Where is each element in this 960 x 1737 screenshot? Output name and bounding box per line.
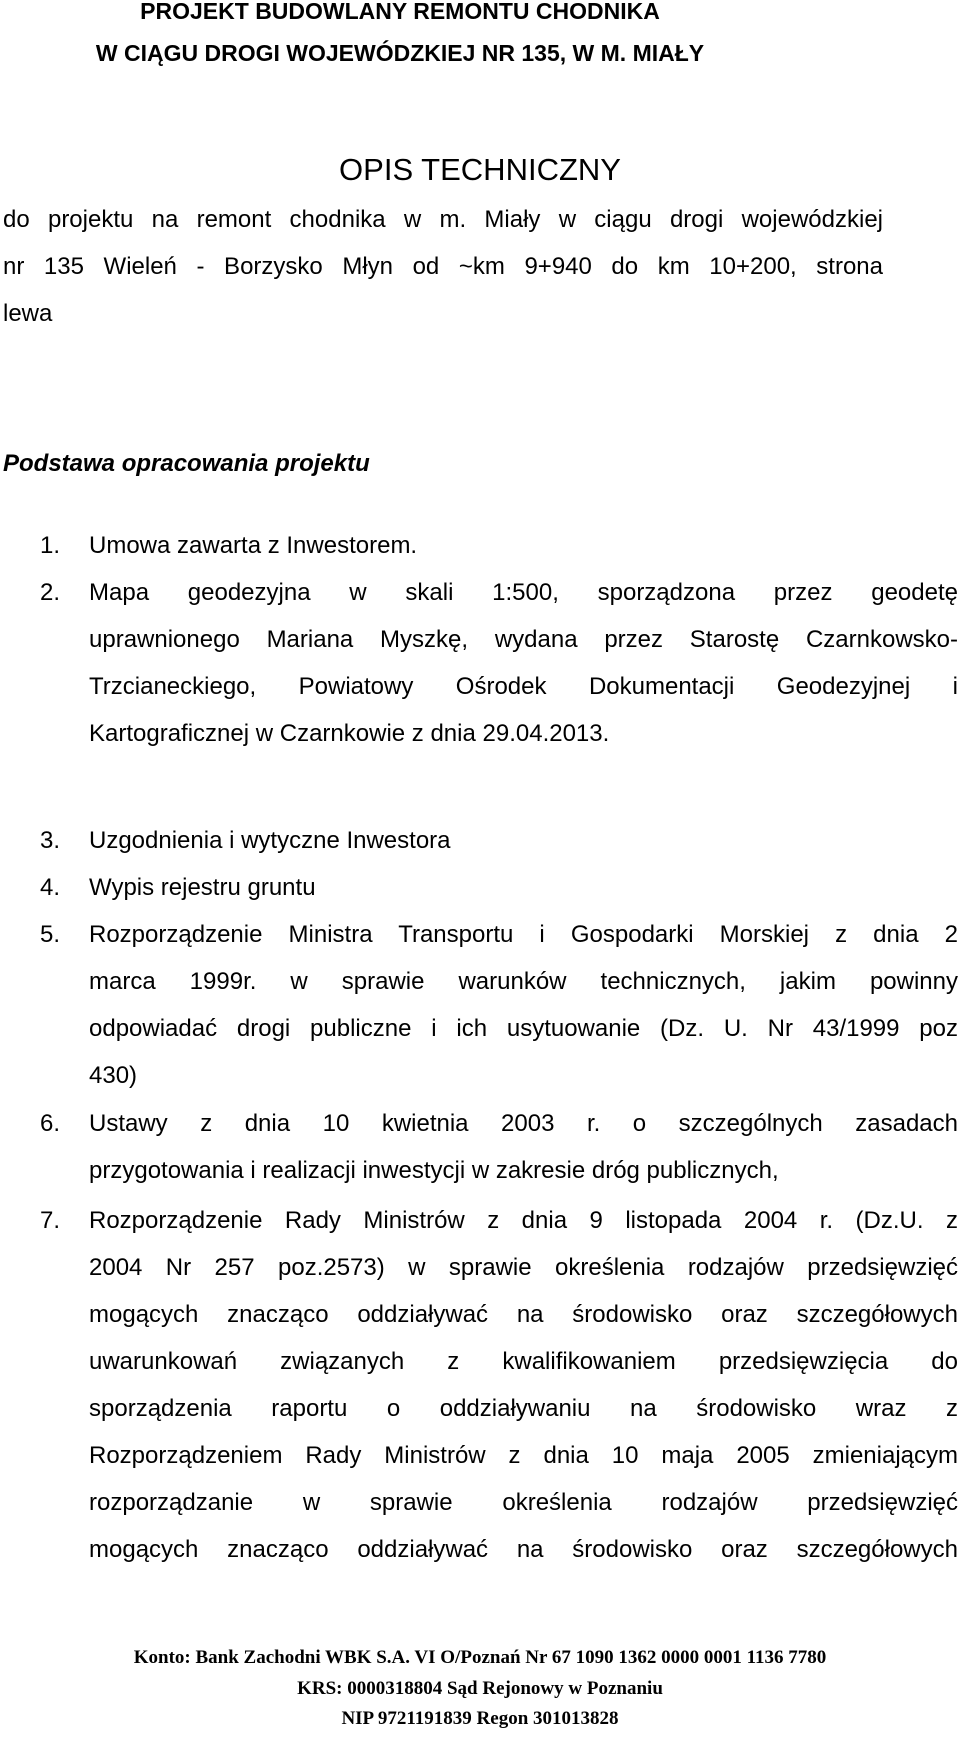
list-item-number: 5. (40, 921, 61, 948)
list-item-text (89, 522, 958, 569)
subtitle-line: lewa (3, 300, 53, 327)
list-item-number: 3. (40, 827, 61, 854)
list-item-text (89, 911, 958, 1099)
list-item-line: 430) (89, 1062, 138, 1089)
list-item-number: 4. (40, 874, 61, 901)
list-item-line: Rozporządzenie Ministra Transportu i Gospodarki Morskiej z dnia 2 (89, 921, 958, 948)
list-item-text (89, 864, 958, 911)
list-item-line: uprawnionego Mariana Myszkę, wydana przez Starostę Czarnkowsko- (89, 626, 958, 653)
footer-nip-regon: NIP 9721191839 Regon 301013828 (341, 1708, 619, 1729)
list-item-line: Umowa zawarta z Inwestorem. (89, 532, 418, 559)
list-item-number: 6. (40, 1110, 61, 1137)
list-item-line: uwarunkowań związanych z kwalifikowaniem przedsięwzięcia do (89, 1348, 958, 1375)
list-item-line: rozporządzanie w sprawie określenia rodzajów przedsięwzięć (89, 1489, 958, 1516)
section-heading: Podstawa opracowania projektu (3, 450, 370, 477)
list-item-line: Rozporządzenie Rady Ministrów z dnia 9 listopada 2004 r. (Dz.U. z (89, 1207, 958, 1234)
footer-bank-account: Konto: Bank Zachodni WBK S.A. VI O/Poznań Nr 67 1090 1362 0000 0001 1136 7780 (133, 1647, 827, 1668)
document-title: OPIS TECHNICZNY (339, 152, 621, 187)
project-header-line-2: W CIĄGU DROGI WOJEWÓDZKIEJ NR 135, W M. MIAŁY (95, 40, 705, 66)
list-item-number: 7. (40, 1207, 61, 1234)
list-item-line: Mapa geodezyjna w skali 1:500, sporządzona przez geodetę (89, 579, 958, 606)
list-item-line: marca 1999r. w sprawie warunków technicznych, jakim powinny (89, 968, 958, 995)
list-item-text (89, 817, 958, 864)
list-item-line: Ustawy z dnia 10 kwietnia 2003 r. o szczególnych zasadach (89, 1110, 958, 1137)
list-item-text (89, 1197, 958, 1573)
list-item-line: 2004 Nr 257 poz.2573) w sprawie określenia rodzajów przedsięwzięć (89, 1254, 958, 1281)
list-item-line: Rozporządzeniem Rady Ministrów z dnia 10 maja 2005 zmieniającym (89, 1442, 958, 1469)
list-item-line: mogących znacząco oddziaływać na środowisko oraz szczegółowych (89, 1536, 958, 1563)
list-item-text (89, 1100, 958, 1194)
list-item-line: Wypis rejestru gruntu (89, 874, 316, 901)
list-item-line: przygotowania i realizacji inwestycji w zakresie dróg publicznych, (89, 1157, 779, 1184)
list-item-line: mogących znacząco oddziaływać na środowisko oraz szczegółowych (89, 1301, 958, 1328)
subtitle-line: do projektu na remont chodnika w m. Miały w ciągu drogi wojewódzkiej (3, 206, 883, 233)
list-item-line: Trzcianeckiego, Powiatowy Ośrodek Dokumentacji Geodezyjnej i (89, 673, 958, 700)
list-item-number: 2. (40, 579, 61, 606)
subtitle-line: nr 135 Wieleń - Borzysko Młyn od ~km 9+940 do km 10+200, strona (3, 253, 883, 280)
list-item-line: Kartograficznej w Czarnkowie z dnia 29.04.2013. (89, 720, 610, 747)
list-item-line: sporządzenia raportu o oddziaływaniu na środowisko wraz z (89, 1395, 958, 1422)
project-header-line-1: PROJEKT BUDOWLANY REMONTU CHODNIKA (140, 0, 660, 24)
list-item-line: Uzgodnienia i wytyczne Inwestora (89, 827, 451, 854)
document-subtitle (3, 196, 883, 337)
list-item-line: odpowiadać drogi publiczne i ich usytuowanie (Dz. U. Nr 43/1999 poz (89, 1015, 958, 1042)
footer-krs: KRS: 0000318804 Sąd Rejonowy w Poznaniu (297, 1678, 663, 1699)
list-item-number: 1. (40, 532, 61, 559)
list-item-text (89, 569, 958, 757)
